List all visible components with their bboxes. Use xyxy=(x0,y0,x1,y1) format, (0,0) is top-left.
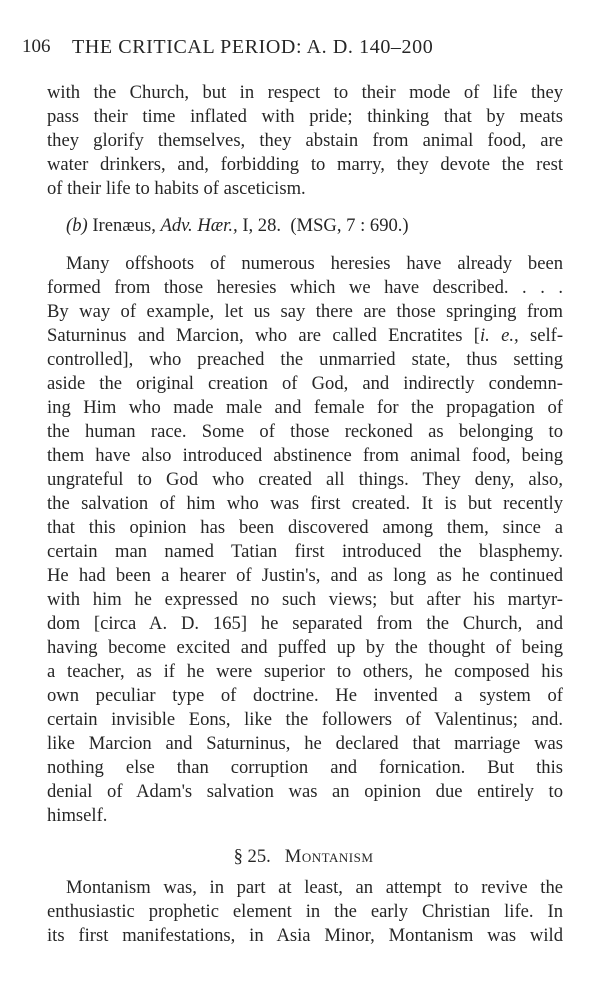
text-line: certain man named Tatian first introduced the blasphemy. xyxy=(47,541,563,562)
text-line: having become excited and puffed up by the thought of being xyxy=(47,637,563,658)
running-title: THE CRITICAL PERIOD: A. D. 140–200 xyxy=(72,36,434,58)
source-label: (b) xyxy=(66,215,88,236)
paragraph-1 xyxy=(47,81,563,201)
section-heading xyxy=(0,845,607,869)
text-line: Many offshoots of numerous heresies have already been xyxy=(66,253,563,274)
text-line: nothing else than corruption and fornication. But this xyxy=(47,757,563,778)
italic-segment: i. e., xyxy=(479,325,519,346)
text-line: pass their time inflated with pride; thinking that by meats xyxy=(47,106,563,127)
text-line: like Marcion and Saturninus, he declared that marriage was xyxy=(47,733,563,754)
text-line: certain invisible Eons, like the followers of Valentinus; and. xyxy=(47,709,563,730)
text-line: ungrateful to God who created all things. They deny, also, xyxy=(47,469,563,490)
text-line: with the Church, but in respect to their mode of life they xyxy=(47,82,563,103)
text-line: ing Him who made male and female for the propagation of xyxy=(47,397,563,418)
paragraph-3 xyxy=(47,876,563,948)
page-number: 106 xyxy=(22,36,51,57)
text-line: dom [circa A. D. 165] he separated from the Church, and xyxy=(47,613,563,634)
text-line: Montanism was, in part at least, an attempt to revive the xyxy=(66,877,563,898)
text-line: the salvation of him who was first created. It is but recently xyxy=(47,493,563,514)
text-line: with him he expressed no such views; but after his martyr- xyxy=(47,589,563,610)
source-citation-ref: (MSG, 7 : 690.) xyxy=(290,215,409,236)
text-line: denial of Adam's salvation was an opinion due entirely to xyxy=(47,781,563,802)
text-line: himself. xyxy=(47,805,108,826)
text-line: water drinkers, and, forbidding to marry, they devote the rest xyxy=(47,154,563,175)
source-ref: I, 28. xyxy=(242,215,282,236)
source-author: Irenæus, xyxy=(92,215,156,236)
text-line xyxy=(47,324,563,348)
paragraph-2 xyxy=(47,252,563,828)
section-title: Montanism xyxy=(284,846,374,867)
text-line: own peculiar type of doctrine. He invented a system of xyxy=(47,685,563,706)
running-header xyxy=(22,36,542,62)
text-line: aside the original creation of God, and indirectly condemn- xyxy=(47,373,563,394)
text-line: the human race. Some of those reckoned as belonging to xyxy=(47,421,563,442)
text-segment: Saturninus and Marcion, who are called Encratites [ xyxy=(47,325,480,346)
text-line: they glorify themselves, they abstain from animal food, are xyxy=(47,130,563,151)
text-line: them have also introduced abstinence from animal food, being xyxy=(47,445,563,466)
text-line: He had been a hearer of Justin's, and as long as he continued xyxy=(47,565,563,586)
section-number: § 25. xyxy=(233,846,271,867)
text-line: of their life to habits of asceticism. xyxy=(47,178,306,199)
text-segment: self- xyxy=(518,325,563,346)
source-citation xyxy=(47,214,563,238)
text-line: that this opinion has been discovered among them, since a xyxy=(47,517,563,538)
text-line: enthusiastic prophetic element in the early Christian life. In xyxy=(47,901,563,922)
text-line: a teacher, as if he were superior to others, he composed his xyxy=(47,661,563,682)
source-line xyxy=(47,214,563,238)
source-work: Adv. Hær., xyxy=(160,215,238,236)
text-line: formed from those heresies which we have described. . . . xyxy=(47,277,563,298)
text-line: controlled], who preached the unmarried state, thus setting xyxy=(47,349,563,370)
text-line: By way of example, let us say there are those springing from xyxy=(47,301,563,322)
text-line: its first manifestations, in Asia Minor, Montanism was wild xyxy=(47,925,563,946)
